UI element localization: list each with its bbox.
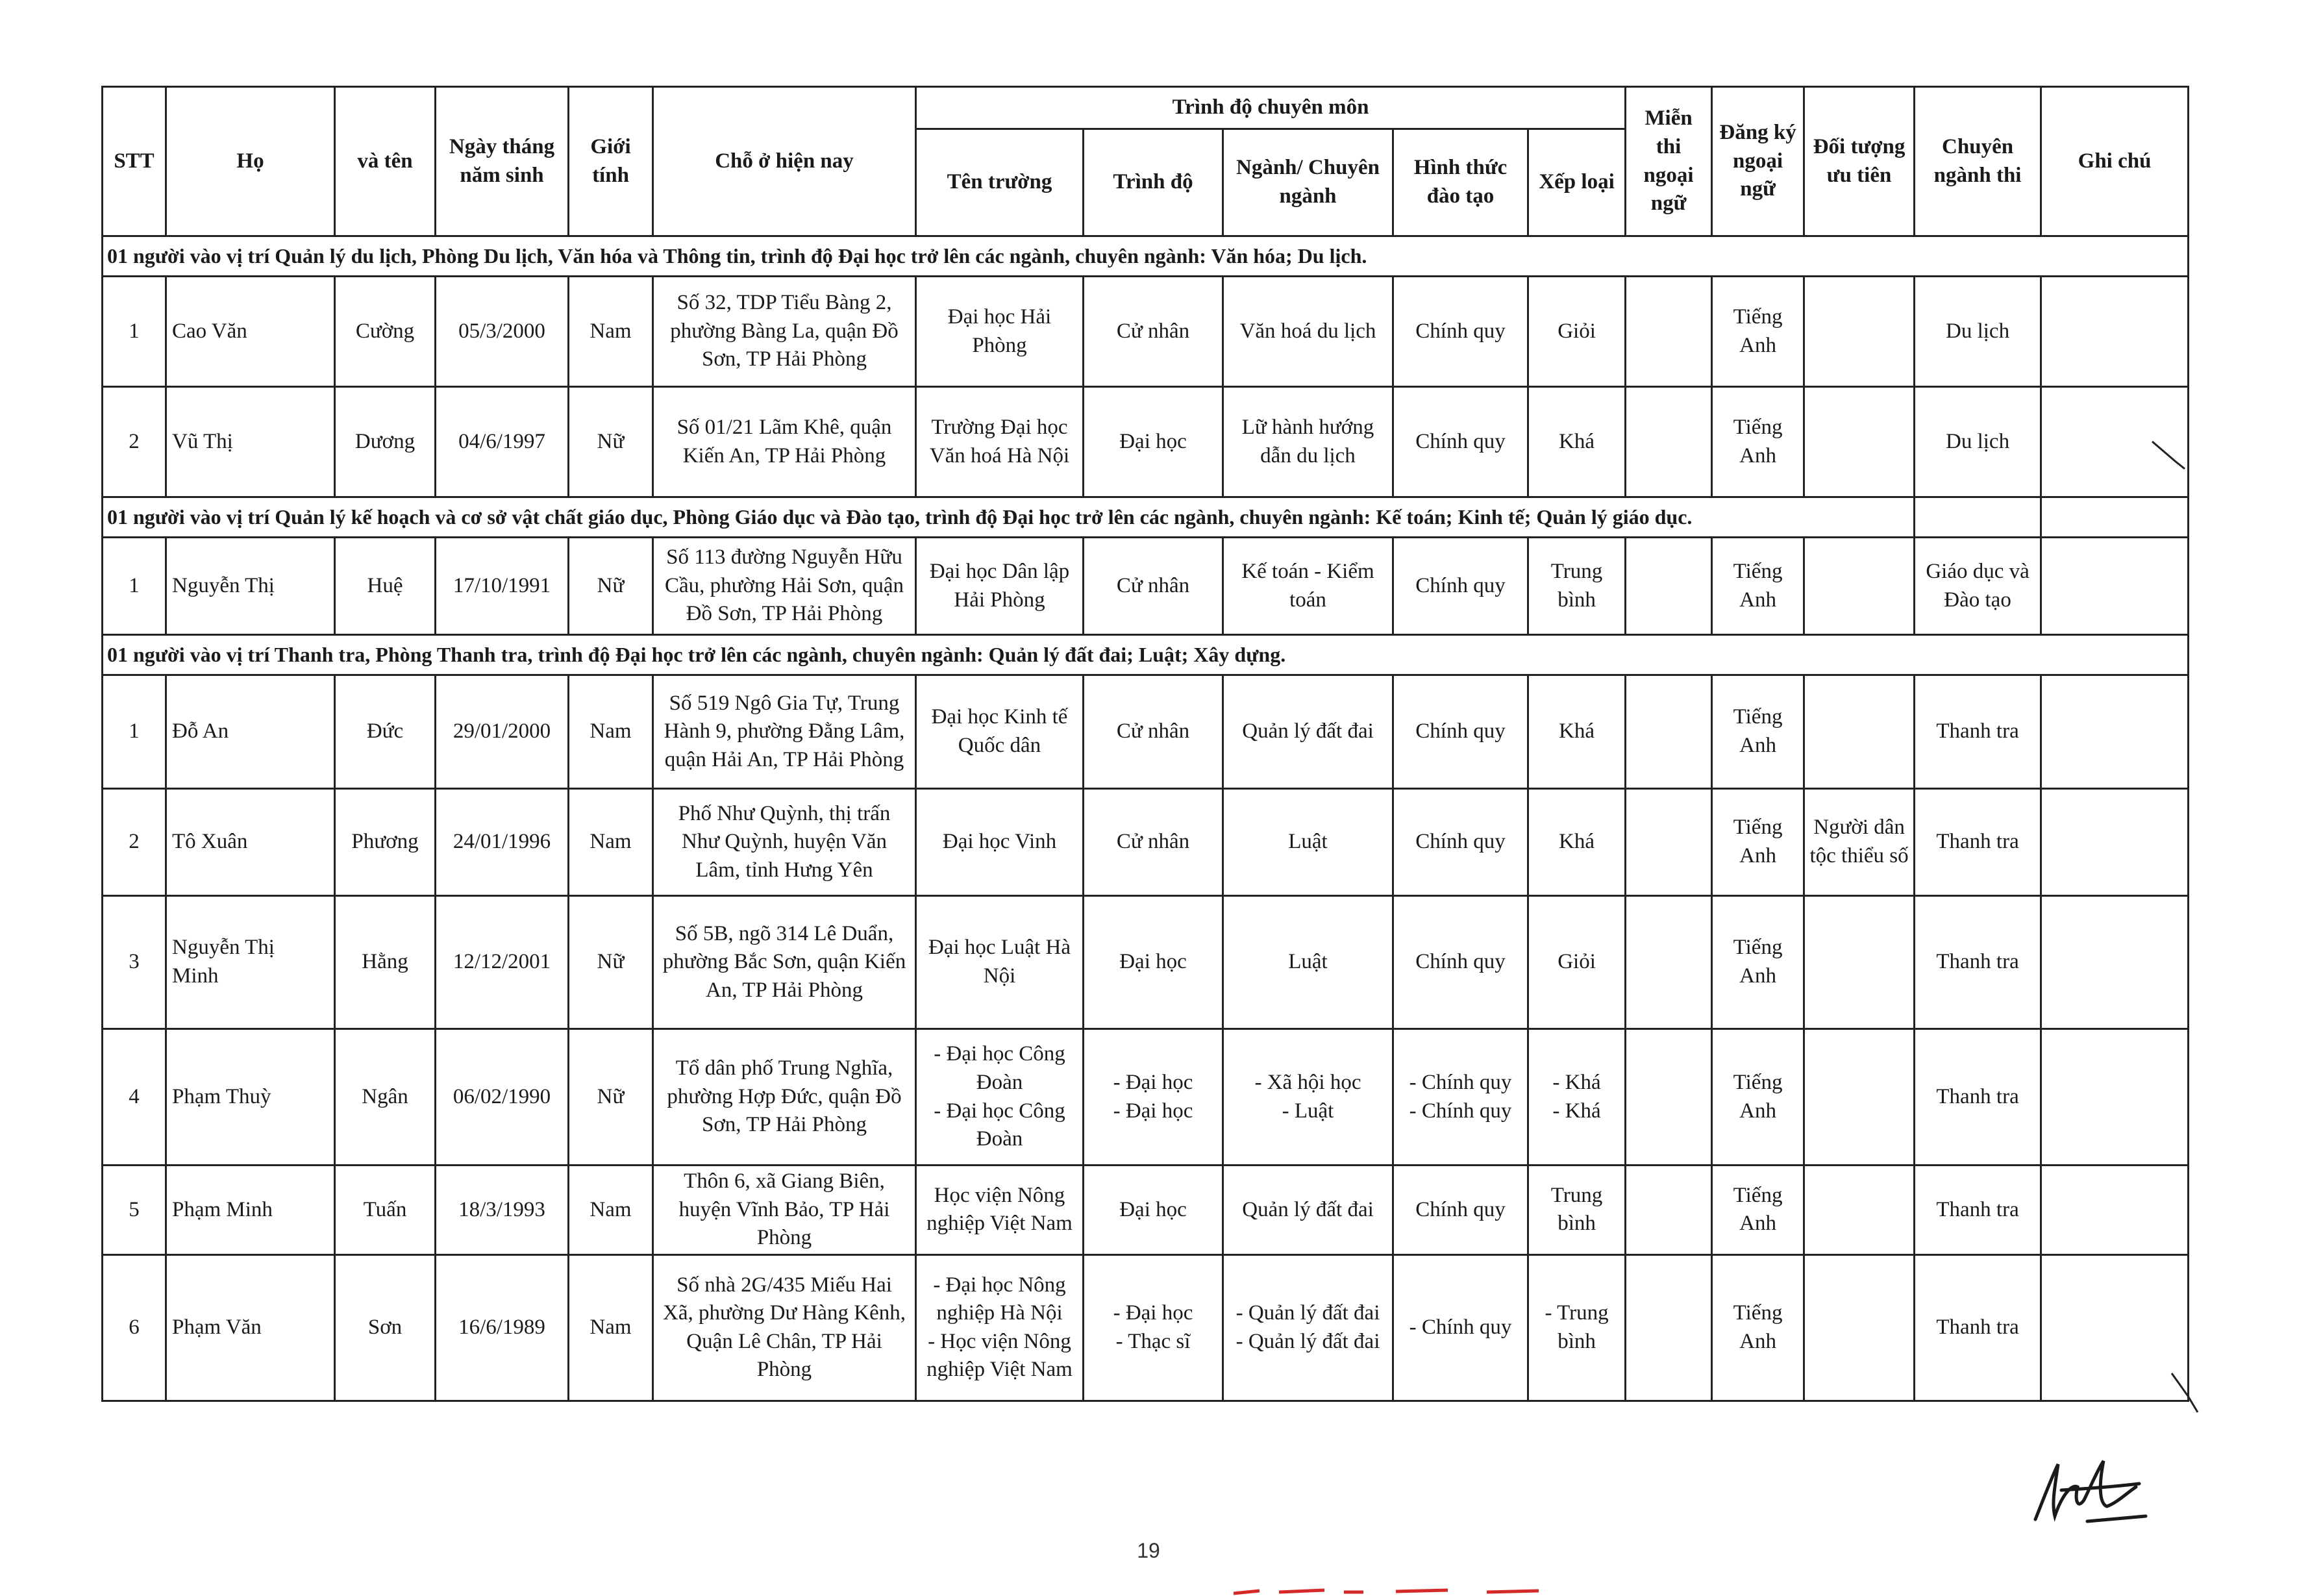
cell-ten: Huệ	[335, 538, 436, 635]
cell-rank: Giỏi	[1528, 896, 1626, 1029]
cell-form: Chính quy	[1393, 387, 1528, 497]
cell-dob: 16/6/1989	[436, 1254, 569, 1401]
cell-exempt	[1626, 675, 1712, 789]
cell-form: Chính quy	[1393, 896, 1528, 1029]
cell-ho: Phạm Thuỳ	[166, 1029, 335, 1166]
pen-tick-mark	[2168, 1370, 2207, 1415]
cell-school: - Đại học Công Đoàn - Đại học Công Đoàn	[916, 1029, 1084, 1166]
cell-exempt	[1626, 789, 1712, 896]
cell-note	[2041, 1029, 2189, 1166]
col-exam: Chuyên ngành thi	[1915, 87, 2041, 236]
cell-ten: Cường	[335, 277, 436, 387]
cell-ten: Phương	[335, 789, 436, 896]
cell-major: Luật	[1223, 896, 1393, 1029]
cell-ho: Tô Xuân	[166, 789, 335, 896]
cell-school: - Đại học Nông nghiệp Hà Nội - Học viện Nông nghiệp Việt Nam	[916, 1254, 1084, 1401]
col-ten: và tên	[335, 87, 436, 236]
cell-major: - Xã hội học - Luật	[1223, 1029, 1393, 1166]
cell-form: - Chính quy - Chính quy	[1393, 1029, 1528, 1166]
col-gender: Giới tính	[569, 87, 653, 236]
cell-gender: Nam	[569, 1166, 653, 1255]
col-address: Chỗ ở hiện nay	[653, 87, 916, 236]
cell-address: Phố Như Quỳnh, thị trấn Như Quỳnh, huyện Văn Lâm, tỉnh Hưng Yên	[653, 789, 916, 896]
cell-lang: Tiếng Anh	[1712, 277, 1804, 387]
table-row	[103, 1166, 2189, 1255]
cell-stt: 6	[103, 1254, 166, 1401]
cell-major: Lữ hành hướng dẫn du lịch	[1223, 387, 1393, 497]
section-empty-cell	[2041, 497, 2189, 538]
cell-rank: - Trung bình	[1528, 1254, 1626, 1401]
cell-ten: Sơn	[335, 1254, 436, 1401]
table-row	[103, 277, 2189, 387]
col-rank: Xếp loại	[1528, 129, 1626, 236]
col-stt: STT	[103, 87, 166, 236]
col-major: Ngành/ Chuyên ngành	[1223, 129, 1393, 236]
cell-exam: Thanh tra	[1915, 1166, 2041, 1255]
col-form: Hình thức đào tạo	[1393, 129, 1528, 236]
cell-lang: Tiếng Anh	[1712, 1029, 1804, 1166]
table-row	[103, 1029, 2189, 1166]
cell-note	[2041, 896, 2189, 1029]
cell-exam: Thanh tra	[1915, 1029, 2041, 1166]
cell-gender: Nam	[569, 675, 653, 789]
cell-dob: 18/3/1993	[436, 1166, 569, 1255]
cell-dob: 24/01/1996	[436, 789, 569, 896]
cell-lang: Tiếng Anh	[1712, 789, 1804, 896]
cell-note	[2041, 277, 2189, 387]
cell-ho: Đỗ An	[166, 675, 335, 789]
cell-level: Cử nhân	[1084, 675, 1223, 789]
cell-priority	[1804, 675, 1915, 789]
table-row	[103, 896, 2189, 1029]
cell-priority	[1804, 538, 1915, 635]
section-title: 01 người vào vị trí Quản lý kế hoạch và cơ sở vật chất giáo dục, Phòng Giáo dục và Đào tạo, trình độ Đại học trở lên các ngành, chuyên ngành: Kế toán; Kinh tế; Quản lý giáo dục.	[103, 497, 1915, 538]
cell-exempt	[1626, 277, 1712, 387]
col-group-qualification: Trình độ chuyên môn	[916, 87, 1626, 129]
cell-lang: Tiếng Anh	[1712, 1254, 1804, 1401]
cell-exam: Du lịch	[1915, 277, 2041, 387]
cell-form: Chính quy	[1393, 538, 1528, 635]
section-row	[103, 635, 2189, 675]
cell-address: Số nhà 2G/435 Miếu Hai Xã, phường Dư Hàng Kênh, Quận Lê Chân, TP Hải Phòng	[653, 1254, 916, 1401]
cell-lang: Tiếng Anh	[1712, 675, 1804, 789]
cell-school: Đại học Luật Hà Nội	[916, 896, 1084, 1029]
cell-note	[2041, 1166, 2189, 1255]
cell-rank: Trung bình	[1528, 1166, 1626, 1255]
cell-stt: 1	[103, 277, 166, 387]
stamp-fragment	[1234, 1584, 1558, 1596]
table-row	[103, 675, 2189, 789]
cell-ho: Vũ Thị	[166, 387, 335, 497]
col-level: Trình độ	[1084, 129, 1223, 236]
cell-dob: 29/01/2000	[436, 675, 569, 789]
cell-level: Cử nhân	[1084, 538, 1223, 635]
section-title: 01 người vào vị trí Quản lý du lịch, Phòng Du lịch, Văn hóa và Thông tin, trình độ Đại học trở lên các ngành, chuyên ngành: Văn hóa; Du lịch.	[103, 236, 2189, 277]
handwritten-signature	[2022, 1451, 2152, 1529]
cell-address: Tổ dân phố Trung Nghĩa, phường Hợp Đức, quận Đồ Sơn, TP Hải Phòng	[653, 1029, 916, 1166]
cell-exam: Du lịch	[1915, 387, 2041, 497]
cell-lang: Tiếng Anh	[1712, 387, 1804, 497]
cell-exempt	[1626, 1029, 1712, 1166]
cell-rank: Khá	[1528, 387, 1626, 497]
cell-level: Đại học	[1084, 1166, 1223, 1255]
cell-address: Số 5B, ngõ 314 Lê Duẩn, phường Bắc Sơn, quận Kiến An, TP Hải Phòng	[653, 896, 916, 1029]
cell-rank: Giỏi	[1528, 277, 1626, 387]
col-lang: Đăng ký ngoại ngữ	[1712, 87, 1804, 236]
cell-school: Trường Đại học Văn hoá Hà Nội	[916, 387, 1084, 497]
col-dob: Ngày tháng năm sinh	[436, 87, 569, 236]
cell-dob: 12/12/2001	[436, 896, 569, 1029]
cell-exam: Giáo dục và Đào tạo	[1915, 538, 2041, 635]
cell-stt: 4	[103, 1029, 166, 1166]
col-ho: Họ	[166, 87, 335, 236]
table-body	[103, 236, 2189, 1401]
cell-exempt	[1626, 1254, 1712, 1401]
col-priority: Đối tượng ưu tiên	[1804, 87, 1915, 236]
cell-note	[2041, 538, 2189, 635]
cell-priority	[1804, 1254, 1915, 1401]
candidate-table	[101, 86, 2189, 1402]
cell-address: Số 01/21 Lãm Khê, quận Kiến An, TP Hải Phòng	[653, 387, 916, 497]
cell-gender: Nữ	[569, 387, 653, 497]
cell-dob: 05/3/2000	[436, 277, 569, 387]
cell-ten: Hằng	[335, 896, 436, 1029]
cell-gender: Nữ	[569, 538, 653, 635]
cell-ten: Dương	[335, 387, 436, 497]
table-row	[103, 387, 2189, 497]
cell-priority	[1804, 277, 1915, 387]
cell-exempt	[1626, 538, 1712, 635]
col-school: Tên trường	[916, 129, 1084, 236]
cell-exam: Thanh tra	[1915, 675, 2041, 789]
section-row	[103, 236, 2189, 277]
col-exempt: Miễn thi ngoại ngữ	[1626, 87, 1712, 236]
cell-form: Chính quy	[1393, 789, 1528, 896]
cell-level: Đại học	[1084, 387, 1223, 497]
cell-lang: Tiếng Anh	[1712, 538, 1804, 635]
cell-dob: 06/02/1990	[436, 1029, 569, 1166]
cell-form: Chính quy	[1393, 277, 1528, 387]
cell-ho: Nguyễn Thị Minh	[166, 896, 335, 1029]
cell-level: Cử nhân	[1084, 789, 1223, 896]
cell-rank: - Khá - Khá	[1528, 1029, 1626, 1166]
cell-rank: Khá	[1528, 789, 1626, 896]
cell-stt: 2	[103, 387, 166, 497]
cell-ten: Ngân	[335, 1029, 436, 1166]
cell-stt: 5	[103, 1166, 166, 1255]
cell-form: Chính quy	[1393, 1166, 1528, 1255]
cell-priority: Người dân tộc thiểu số	[1804, 789, 1915, 896]
cell-school: Đại học Kinh tế Quốc dân	[916, 675, 1084, 789]
cell-major: Văn hoá du lịch	[1223, 277, 1393, 387]
cell-school: Đại học Dân lập Hải Phòng	[916, 538, 1084, 635]
cell-ho: Nguyễn Thị	[166, 538, 335, 635]
cell-level: Đại học	[1084, 896, 1223, 1029]
table-row	[103, 789, 2189, 896]
cell-dob: 04/6/1997	[436, 387, 569, 497]
cell-priority	[1804, 1029, 1915, 1166]
cell-note	[2041, 789, 2189, 896]
cell-priority	[1804, 1166, 1915, 1255]
cell-major: Luật	[1223, 789, 1393, 896]
cell-level: Cử nhân	[1084, 277, 1223, 387]
cell-school: Đại học Vinh	[916, 789, 1084, 896]
cell-stt: 3	[103, 896, 166, 1029]
cell-stt: 2	[103, 789, 166, 896]
cell-major: - Quản lý đất đai - Quản lý đất đai	[1223, 1254, 1393, 1401]
cell-lang: Tiếng Anh	[1712, 1166, 1804, 1255]
cell-ten: Đức	[335, 675, 436, 789]
cell-gender: Nữ	[569, 896, 653, 1029]
cell-exam: Thanh tra	[1915, 789, 2041, 896]
cell-priority	[1804, 896, 1915, 1029]
cell-rank: Trung bình	[1528, 538, 1626, 635]
page-number: 19	[1137, 1539, 1160, 1562]
cell-address: Số 32, TDP Tiểu Bàng 2, phường Bàng La, quận Đồ Sơn, TP Hải Phòng	[653, 277, 916, 387]
cell-exempt	[1626, 896, 1712, 1029]
col-note: Ghi chú	[2041, 87, 2189, 236]
cell-lang: Tiếng Anh	[1712, 896, 1804, 1029]
cell-gender: Nữ	[569, 1029, 653, 1166]
pen-tick-mark	[2149, 435, 2188, 474]
cell-exempt	[1626, 387, 1712, 497]
cell-stt: 1	[103, 538, 166, 635]
cell-level: - Đại học - Đại học	[1084, 1029, 1223, 1166]
table-row	[103, 538, 2189, 635]
section-row	[103, 497, 2189, 538]
cell-rank: Khá	[1528, 675, 1626, 789]
cell-dob: 17/10/1991	[436, 538, 569, 635]
section-title: 01 người vào vị trí Thanh tra, Phòng Thanh tra, trình độ Đại học trở lên các ngành, chuyên ngành: Quản lý đất đai; Luật; Xây dựng.	[103, 635, 2189, 675]
cell-note	[2041, 675, 2189, 789]
cell-major: Kế toán - Kiểm toán	[1223, 538, 1393, 635]
section-empty-cell	[1915, 497, 2041, 538]
cell-address: Thôn 6, xã Giang Biên, huyện Vĩnh Bảo, TP Hải Phòng	[653, 1166, 916, 1255]
cell-exam: Thanh tra	[1915, 896, 2041, 1029]
cell-exempt	[1626, 1166, 1712, 1255]
cell-ho: Phạm Văn	[166, 1254, 335, 1401]
cell-address: Số 519 Ngô Gia Tự, Trung Hành 9, phường Đằng Lâm, quận Hải An, TP Hải Phòng	[653, 675, 916, 789]
cell-form: Chính quy	[1393, 675, 1528, 789]
cell-ho: Cao Văn	[166, 277, 335, 387]
cell-level: - Đại học - Thạc sĩ	[1084, 1254, 1223, 1401]
table-row	[103, 1254, 2189, 1401]
cell-ten: Tuấn	[335, 1166, 436, 1255]
cell-school: Học viện Nông nghiệp Việt Nam	[916, 1166, 1084, 1255]
table-header	[103, 87, 2189, 236]
cell-exam: Thanh tra	[1915, 1254, 2041, 1401]
cell-gender: Nam	[569, 789, 653, 896]
cell-gender: Nam	[569, 1254, 653, 1401]
cell-stt: 1	[103, 675, 166, 789]
cell-address: Số 113 đường Nguyễn Hữu Cầu, phường Hải Sơn, quận Đồ Sơn, TP Hải Phòng	[653, 538, 916, 635]
cell-form: - Chính quy	[1393, 1254, 1528, 1401]
cell-gender: Nam	[569, 277, 653, 387]
cell-major: Quản lý đất đai	[1223, 675, 1393, 789]
cell-major: Quản lý đất đai	[1223, 1166, 1393, 1255]
cell-ho: Phạm Minh	[166, 1166, 335, 1255]
cell-school: Đại học Hải Phòng	[916, 277, 1084, 387]
cell-priority	[1804, 387, 1915, 497]
cell-note	[2041, 1254, 2189, 1401]
